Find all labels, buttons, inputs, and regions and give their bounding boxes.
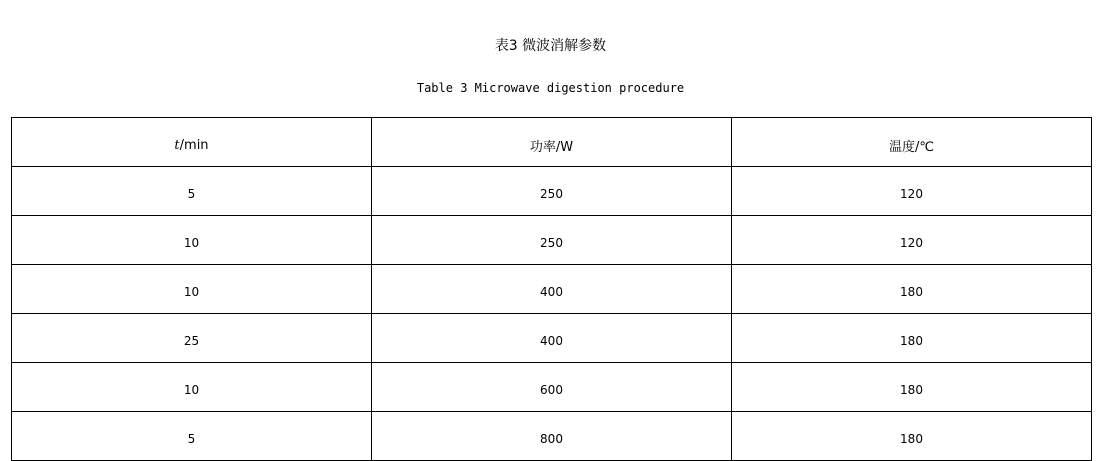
header-time-unit: /min (179, 137, 209, 153)
cell-temperature: 180 (732, 314, 1092, 363)
cell-temperature: 120 (732, 167, 1092, 216)
table-row (12, 216, 1092, 265)
cell-time: 5 (12, 412, 372, 461)
header-time (12, 118, 372, 167)
cell-time: 10 (12, 363, 372, 412)
header-temperature: 温度/℃ (732, 118, 1092, 167)
header-time-variable: t (174, 137, 180, 153)
cell-time: 5 (12, 167, 372, 216)
cell-temperature: 180 (732, 265, 1092, 314)
cell-temperature: 180 (732, 412, 1092, 461)
cell-power: 250 (372, 167, 732, 216)
cell-time: 25 (12, 314, 372, 363)
table-row (12, 412, 1092, 461)
table-caption-english: Table 3 Microwave digestion procedure (416, 81, 685, 95)
table-row (12, 314, 1092, 363)
cell-power: 250 (372, 216, 732, 265)
table-row (12, 265, 1092, 314)
cell-power: 800 (372, 412, 732, 461)
cell-power: 400 (372, 314, 732, 363)
cell-temperature: 180 (732, 363, 1092, 412)
table-header-row (12, 118, 1092, 167)
cell-time: 10 (12, 265, 372, 314)
cell-temperature: 120 (732, 216, 1092, 265)
table-caption-chinese: 表3 微波消解参数 (494, 38, 607, 54)
cell-time: 10 (12, 216, 372, 265)
cell-power: 400 (372, 265, 732, 314)
table-row (12, 363, 1092, 412)
table-row (12, 167, 1092, 216)
microwave-digestion-table (11, 117, 1092, 461)
cell-power: 600 (372, 363, 732, 412)
header-power: 功率/W (372, 118, 732, 167)
